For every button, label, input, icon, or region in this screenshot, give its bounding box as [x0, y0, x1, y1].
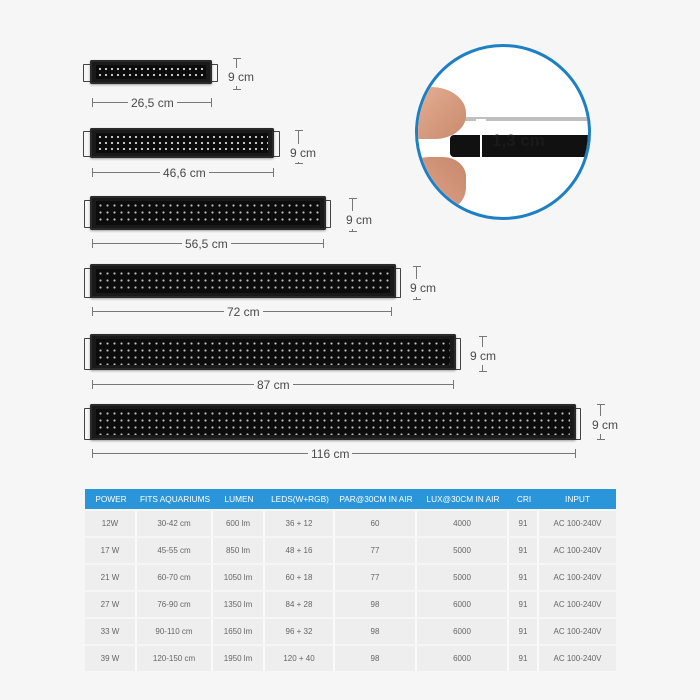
table-cell: 60 + 18 — [265, 565, 335, 590]
table-cell: 45-55 cm — [137, 538, 213, 563]
table-cell: AC 100-240V — [539, 538, 616, 563]
table-row — [85, 646, 616, 671]
height-label: 9 cm — [470, 349, 497, 363]
height-label: 9 cm — [346, 213, 373, 227]
table-cell: 12W — [85, 511, 137, 536]
table-cell: 91 — [509, 511, 539, 536]
light-bar — [90, 404, 576, 440]
column-header: LEDS(W+RGB) — [265, 489, 335, 509]
table-cell: 1950 lm — [213, 646, 265, 671]
table-cell: 120 + 40 — [265, 646, 335, 671]
length-label: 26,5 cm — [128, 96, 177, 110]
table-cell: 5000 — [417, 538, 509, 563]
table-row — [85, 538, 616, 563]
table-cell: 1050 lm — [213, 565, 265, 590]
light-fixture-46-6 — [90, 128, 290, 158]
table-cell: 6000 — [417, 619, 509, 644]
table-cell: 91 — [509, 646, 539, 671]
table-cell: 76-90 cm — [137, 592, 213, 617]
light-bar — [90, 264, 396, 298]
column-header: POWER — [85, 489, 137, 509]
column-header: LUMEN — [213, 489, 265, 509]
table-cell: AC 100-240V — [539, 565, 616, 590]
thickness-dimension-line — [480, 119, 482, 165]
table-cell: 91 — [509, 538, 539, 563]
table-cell: 4000 — [417, 511, 509, 536]
column-header: CRI — [509, 489, 539, 509]
table-cell: 33 W — [85, 619, 137, 644]
table-cell: 60-70 cm — [137, 565, 213, 590]
table-cell: AC 100-240V — [539, 646, 616, 671]
table-header-row — [85, 489, 616, 509]
height-label: 9 cm — [228, 70, 255, 84]
table-row — [85, 592, 616, 617]
length-label: 46,6 cm — [160, 166, 209, 180]
light-fixture-116 — [90, 404, 590, 442]
light-fixture-26-5 — [90, 60, 220, 90]
table-cell: 30-42 cm — [137, 511, 213, 536]
column-header: FITS AQUARIUMS — [137, 489, 213, 509]
table-cell: 48 + 16 — [265, 538, 335, 563]
table-cell: 77 — [335, 538, 417, 563]
length-label: 56,5 cm — [182, 237, 231, 251]
table-cell: 96 + 32 — [265, 619, 335, 644]
length-label: 116 cm — [308, 447, 352, 461]
table-cell: 98 — [335, 592, 417, 617]
table-cell: 27 W — [85, 592, 137, 617]
length-label: 72 cm — [224, 305, 263, 319]
table-cell: 6000 — [417, 646, 509, 671]
table-cell: 39 W — [85, 646, 137, 671]
column-header: PAR@30CM IN AIR — [335, 489, 417, 509]
table-cell: AC 100-240V — [539, 619, 616, 644]
light-bar — [90, 334, 456, 370]
spec-table — [85, 487, 616, 673]
table-cell: 84 + 28 — [265, 592, 335, 617]
height-label: 9 cm — [592, 418, 619, 432]
table-row — [85, 511, 616, 536]
table-cell: 77 — [335, 565, 417, 590]
table-cell: 90-110 cm — [137, 619, 213, 644]
table-cell: AC 100-240V — [539, 511, 616, 536]
table-cell: 17 W — [85, 538, 137, 563]
table-cell: 6000 — [417, 592, 509, 617]
table-cell: 850 lm — [213, 538, 265, 563]
light-bar — [90, 196, 326, 230]
table-cell: 1350 lm — [213, 592, 265, 617]
table-cell: 600 lm — [213, 511, 265, 536]
table-cell: 21 W — [85, 565, 137, 590]
table-cell: AC 100-240V — [539, 592, 616, 617]
table-cell: 91 — [509, 619, 539, 644]
profile-zoom-detail — [415, 44, 591, 220]
table-cell: 98 — [335, 619, 417, 644]
column-header: INPUT — [539, 489, 616, 509]
table-cell: 36 + 12 — [265, 511, 335, 536]
light-bar — [90, 60, 212, 84]
table-cell: 91 — [509, 565, 539, 590]
column-header: LUX@30CM IN AIR — [417, 489, 509, 509]
light-fixture-56-5 — [90, 196, 340, 232]
table-row — [85, 565, 616, 590]
light-fixture-87 — [90, 334, 470, 372]
height-label: 9 cm — [410, 281, 437, 295]
table-cell: 60 — [335, 511, 417, 536]
table-row — [85, 619, 616, 644]
height-label: 9 cm — [290, 146, 317, 160]
table-cell: 5000 — [417, 565, 509, 590]
table-cell: 91 — [509, 592, 539, 617]
length-label: 87 cm — [254, 378, 293, 392]
finger-bottom-image — [415, 157, 466, 213]
table-cell: 120-150 cm — [137, 646, 213, 671]
table-cell: 98 — [335, 646, 417, 671]
table-cell: 1650 lm — [213, 619, 265, 644]
light-fixture-72 — [90, 264, 410, 300]
thickness-label: 1,3 cm — [492, 131, 545, 150]
light-bar — [90, 128, 274, 158]
finger-top-image — [415, 87, 466, 139]
